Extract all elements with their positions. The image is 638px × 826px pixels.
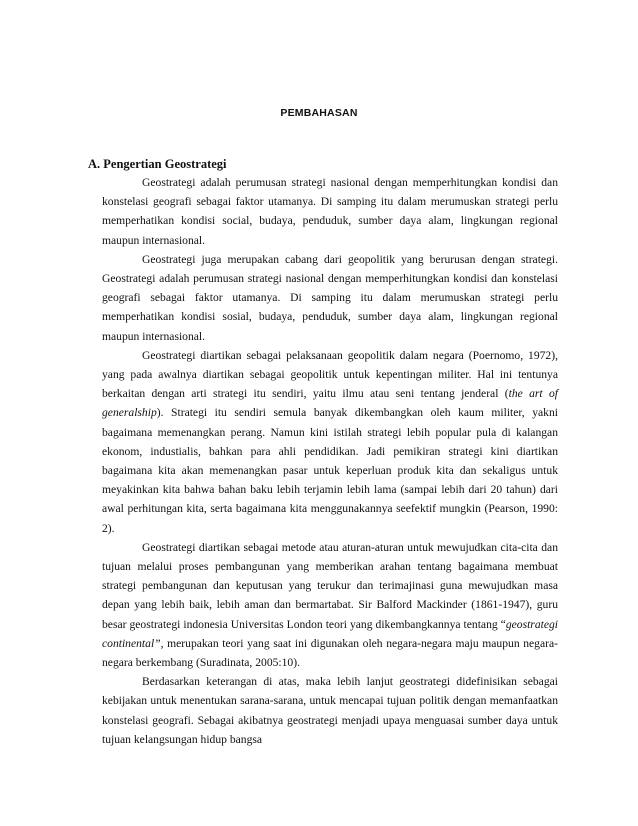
paragraph-4 [102,538,558,672]
paragraph-3-text-b: ). Strategi itu sendiri semula banyak dikembangkan oleh kaum militer, yakni bagaimana memenangkan perang. Namun kini istilah strategi lebih popular pula di kalangan ekonom, industialis, bahkan para ahli pendidikan. Jadi pemikiran strategi kini diartikan bagaimana kita akan memenangkan pasar untuk keperluan produk kita dan sekaligus untuk meyakinkan kita bahwa bahan baku lebih terjamin lebih lama (sampai lebih dari 20 tahun) dari awal perhitungan kita, serta bagaimana kita menggunakannya seefektif mungkin (Pearson, 1990: 2). [102,406,558,535]
page-title: PEMBAHASAN [280,107,358,119]
section-body [102,173,558,749]
paragraph-4-text-b: , merupakan teori yang saat ini digunakan oleh negara-negara maju maupun negara-negara berkembang (Suradinata, 2005:10). [102,636,558,670]
paragraph-5: Berdasarkan keterangan di atas, maka lebih lanjut geostrategi didefinisikan sebagai kebijakan untuk menentukan sarana-sarana, untuk mencapai tujuan politik dengan memanfaatkan konstelasi geografi. Sebagai akibatnya geostrategi menjadi upaya menguasai sumber daya untuk tujuan kelangsungan hidup bangsa [102,675,558,746]
paragraph-3 [102,346,558,538]
paragraph-3-text-a: Geostrategi diartikan sebagai pelaksanaan geopolitik dalam negara (Poernomo, 1972), yang pada awalnya diartikan sebagai geopolitik untuk kepentingan militer. Hal ini tentunya berkaitan dengan arti strategi itu sendiri, yaitu ilmu atau seni tentang jenderal ( [102,348,558,401]
paragraph-4-text-a: Geostrategi diartikan sebagai metode atau aturan-aturan untuk mewujudkan cita-cita dan tujuan melalui proses pembangunan yang memberikan arahan tentang bagaimana membuat strategi pembangunan dan keputusan yang terukur dan terimajinasi guna mewujudkan masa depan yang lebih baik, lebih aman dan bermartabat. Sir Balford Mackinder (1861-1947), guru besar geostrategi indonesia Universitas London teori yang dikembangkannya tentang “ [102,540,558,631]
paragraph-4-italic: geostrategi continental” [102,617,558,650]
paragraph-1: Geostrategi adalah perumusan strategi nasional dengan memperhitungkan kondisi dan konstelasi geografi sebagai faktor utamanya. Di samping itu dalam merumuskan strategi perlu memperhatikan kondisi social, budaya, penduduk, sumber daya alam, lingkungan regional maupun internasional. [102,176,558,247]
section-heading: A. Pengertian Geostrategi [88,157,227,171]
paragraph-3-italic: the art of generalship [102,387,559,420]
paragraph-2: Geostrategi juga merupakan cabang dari geopolitik yang berurusan dengan strategi. Geostrategi adalah perumusan strategi nasional dengan memperhitungkan kondisi dan konstelasi geografi sebagai faktor utamanya. Di samping itu dalam merumuskan strategi perlu memperhatikan kondisi sosial, budaya, penduduk, sumber daya alam, lingkungan regional maupun internasional. [102,252,558,343]
